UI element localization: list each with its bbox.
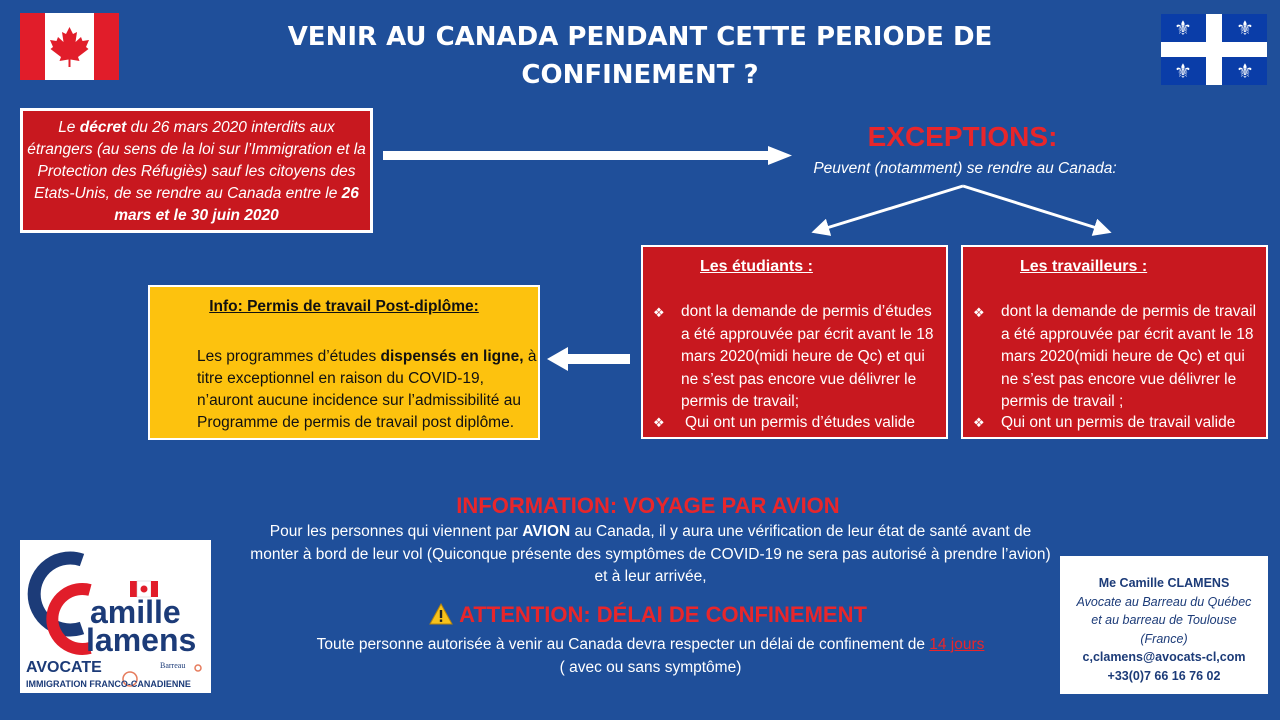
camille-clamens-logo [20,540,211,693]
flight-paragraph: Pour les personnes qui viennent par AVION au Canada, il y aura une vérification de leur état de santé avant de monter à bord de leur vol (Quiconque présente des symptômes de COVID-19 ne sera pas autorisé à prendre l’avion) et à leur arrivée, [250,523,1051,585]
exceptions-subtitle: Peuvent (notamment) se rendre au Canada: [813,160,1117,177]
info-heading: Info: Permis de travail Post-diplôme: [209,298,479,315]
logo-name1: amille [90,594,181,630]
contact-line2: et au barreau de Toulouse [1091,613,1237,627]
students-bullet1: dont la demande de permis d’études a été approuvée par écrit avant le 18 mars 2020(midi heure de Qc) et qui ne s’est pas encore vue délivrer le permis de travail; [681,303,934,410]
fleur-de-lis-icon: ⚜ [1236,16,1254,40]
confinement-days: 14 jours [929,636,985,653]
warning-icon [429,603,453,625]
workers-box [961,245,1268,439]
exceptions-title: EXCEPTIONS: [867,121,1058,152]
logo-name2: lamens [86,622,197,658]
arrow-left-icon [547,347,630,371]
decree-dates: 26 mars et le 30 juin 2020 [114,185,359,224]
info-box [148,285,540,440]
page-title-line1: VENIR AU CANADA PENDANT CETTE PERIODE DE [287,22,993,52]
logo-tagline: IMMIGRATION FRANCO-CANADIENNE [26,679,191,689]
logo-role: AVOCATE [26,659,102,676]
maple-leaf-icon [49,26,90,68]
contact-name: Me Camille CLAMENS [1098,576,1230,590]
contact-line3: (France) [1140,631,1188,646]
attention-title: ATTENTION: DÉLAI DE CONFINEMENT [248,601,1048,629]
diamond-bullet-icon: ❖ [973,306,985,321]
workers-heading: Les travailleurs : [1020,258,1148,275]
workers-bullet2: Qui ont un permis de travail valide [1001,414,1236,431]
contact-email[interactable]: c,clamens@avocats-cl,com [1082,650,1246,664]
info-body: Les programmes d’études dispensés en ligne, à titre exceptionnel en raison du COVID-19, n’auront aucune incidence sur l’admissibilité au Programme de permis de travail post diplôme. [197,348,537,431]
diamond-bullet-icon: ❖ [973,416,985,431]
students-box [641,245,948,439]
arrow-right-icon [383,146,792,165]
decree-text: Le [58,119,80,136]
quebec-flag-icon [1161,14,1267,85]
students-bullet2: Qui ont un permis d’études valide [685,414,916,431]
diamond-bullet-icon: ❖ [653,306,665,321]
decree-bold: décret [79,119,127,136]
page-title-line2: CONFINEMENT ? [521,60,759,90]
flight-title: INFORMATION: VOYAGE PAR AVION [456,493,840,518]
page-title [240,18,1040,94]
students-heading: Les étudiants : [700,258,813,275]
contact-phone[interactable]: +33(0)7 66 16 76 02 [1107,668,1221,683]
logo-barreau: Barreau [160,661,186,670]
decree-text: du 26 mars 2020 interdits aux étrangers (au sens de la loi sur l’Immigration et la Protection des Réfugiès) sauf les citoyens des Etats-Unis, de se rendre au Canada entre le [27,119,366,202]
fleur-de-lis-icon: ⚜ [1236,59,1254,83]
diamond-bullet-icon: ❖ [653,416,665,431]
contact-card [1060,556,1268,694]
fleur-de-lis-icon: ⚜ [1174,59,1192,83]
contact-line1: Avocate au Barreau du Québec [1076,594,1252,609]
decree-box [20,108,373,233]
workers-bullet1: dont la demande de permis de travail a été approuvée par écrit avant le 18 mars 2020(midi heure de Qc) et qui ne s’est pas encore vue délivrer le permis de travail ; [1001,303,1257,410]
arrow-split-icon [820,186,1103,230]
fleur-de-lis-icon: ⚜ [1174,16,1192,40]
attention-paragraph: Toute personne autorisée à venir au Canada devra respecter un délai de confinement de 14 jours ( avec ou sans symptôme) [316,636,985,676]
canada-flag-icon [20,13,119,80]
